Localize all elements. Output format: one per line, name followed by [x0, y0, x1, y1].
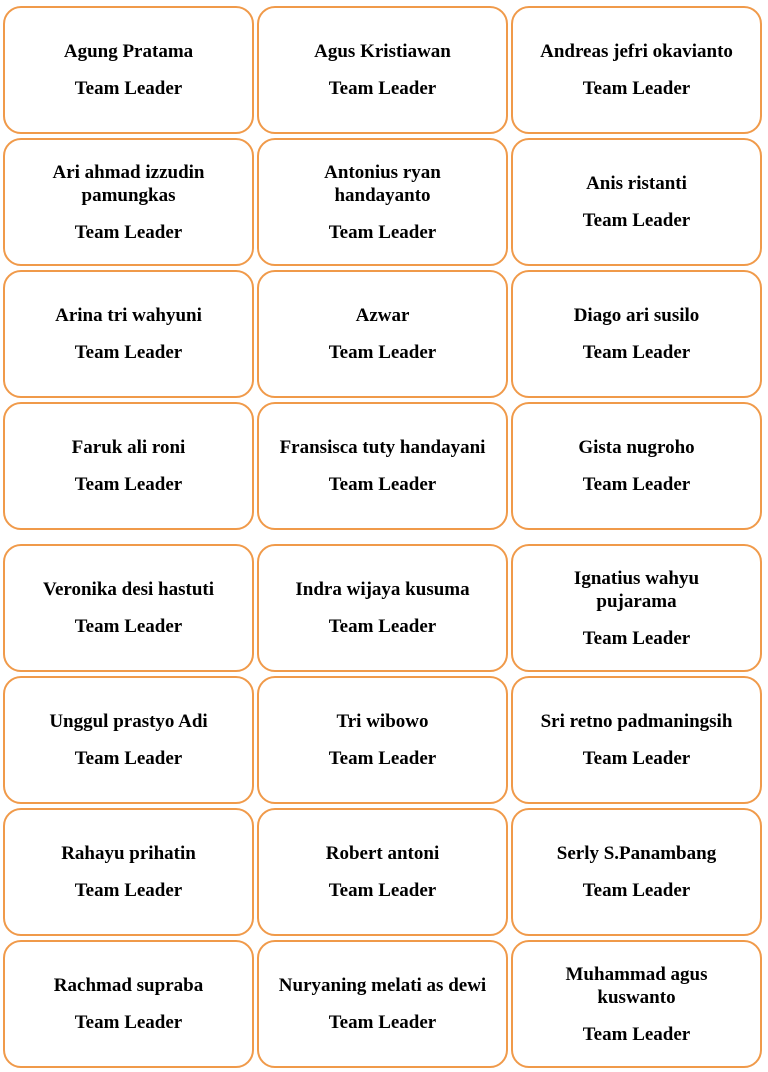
card-role: Team Leader — [582, 78, 691, 99]
card-role: Team Leader — [328, 342, 437, 363]
card-role: Team Leader — [328, 616, 437, 637]
card-name: Ari ahmad izzudin pamungkas — [52, 161, 205, 206]
card-role: Team Leader — [74, 221, 183, 243]
name-card-sheet-bottom — [0, 544, 768, 1072]
card-row — [0, 138, 768, 266]
name-card — [257, 676, 508, 804]
card-row — [0, 676, 768, 804]
card-role: Team Leader — [74, 1012, 183, 1033]
card-name: Nuryaning melati as dewi — [278, 975, 487, 996]
card-name: Agung Pratama — [63, 41, 194, 62]
card-row — [0, 270, 768, 398]
name-card — [511, 138, 762, 266]
name-card — [3, 808, 254, 936]
name-card — [257, 270, 508, 398]
name-card — [257, 940, 508, 1068]
card-row — [0, 402, 768, 530]
name-card — [511, 544, 762, 672]
card-name: Anis ristanti — [586, 173, 687, 194]
card-name: Tri wibowo — [336, 711, 429, 732]
card-role: Team Leader — [74, 474, 183, 495]
card-name: Muhammad agus kuswanto — [565, 963, 708, 1008]
card-role: Team Leader — [74, 880, 183, 901]
card-row — [0, 6, 768, 134]
card-row — [0, 808, 768, 936]
card-name: Faruk ali roni — [71, 437, 186, 458]
card-role: Team Leader — [328, 78, 437, 99]
card-name: Azwar — [355, 305, 410, 326]
card-role: Team Leader — [328, 1012, 437, 1033]
name-card — [511, 402, 762, 530]
name-card — [257, 544, 508, 672]
card-role: Team Leader — [74, 748, 183, 769]
name-card-sheet-top — [0, 6, 768, 534]
name-card — [3, 6, 254, 134]
name-card — [511, 6, 762, 134]
name-card — [3, 402, 254, 530]
name-card — [511, 808, 762, 936]
card-name: Indra wijaya kusuma — [295, 579, 470, 600]
card-name: Diago ari susilo — [573, 305, 700, 326]
name-card — [511, 940, 762, 1068]
card-role: Team Leader — [328, 748, 437, 769]
card-role: Team Leader — [74, 616, 183, 637]
card-name: Gista nugroho — [578, 437, 695, 458]
card-name: Unggul prastyo Adi — [49, 711, 208, 732]
name-card — [257, 6, 508, 134]
name-card — [511, 676, 762, 804]
card-role: Team Leader — [328, 474, 437, 495]
card-name: Rahayu prihatin — [61, 843, 196, 864]
card-name: Rachmad supraba — [53, 975, 204, 996]
name-card — [257, 138, 508, 266]
name-card — [257, 808, 508, 936]
card-role: Team Leader — [582, 627, 691, 649]
card-role: Team Leader — [582, 880, 691, 901]
card-row — [0, 544, 768, 672]
name-card — [3, 138, 254, 266]
card-role: Team Leader — [328, 221, 437, 243]
card-row — [0, 940, 768, 1068]
card-role: Team Leader — [74, 342, 183, 363]
card-name: Andreas jefri okavianto — [540, 41, 733, 62]
card-role: Team Leader — [582, 1023, 691, 1045]
card-name: Sri retno padmaningsih — [540, 711, 733, 732]
card-name: Serly S.Panambang — [556, 843, 717, 864]
name-card — [3, 940, 254, 1068]
card-role: Team Leader — [328, 880, 437, 901]
card-name: Robert antoni — [325, 843, 440, 864]
name-card — [3, 676, 254, 804]
card-role: Team Leader — [582, 748, 691, 769]
card-role: Team Leader — [582, 474, 691, 495]
name-card — [257, 402, 508, 530]
card-name: Veronika desi hastuti — [42, 579, 215, 600]
card-name: Fransisca tuty handayani — [279, 437, 486, 458]
card-name: Agus Kristiawan — [314, 41, 451, 62]
name-card — [511, 270, 762, 398]
name-card — [3, 270, 254, 398]
card-role: Team Leader — [582, 210, 691, 231]
name-card — [3, 544, 254, 672]
card-name: Arina tri wahyuni — [55, 305, 202, 326]
card-name: Ignatius wahyu pujarama — [573, 567, 700, 612]
card-role: Team Leader — [74, 78, 183, 99]
card-name: Antonius ryan handayanto — [324, 161, 441, 206]
card-role: Team Leader — [582, 342, 691, 363]
